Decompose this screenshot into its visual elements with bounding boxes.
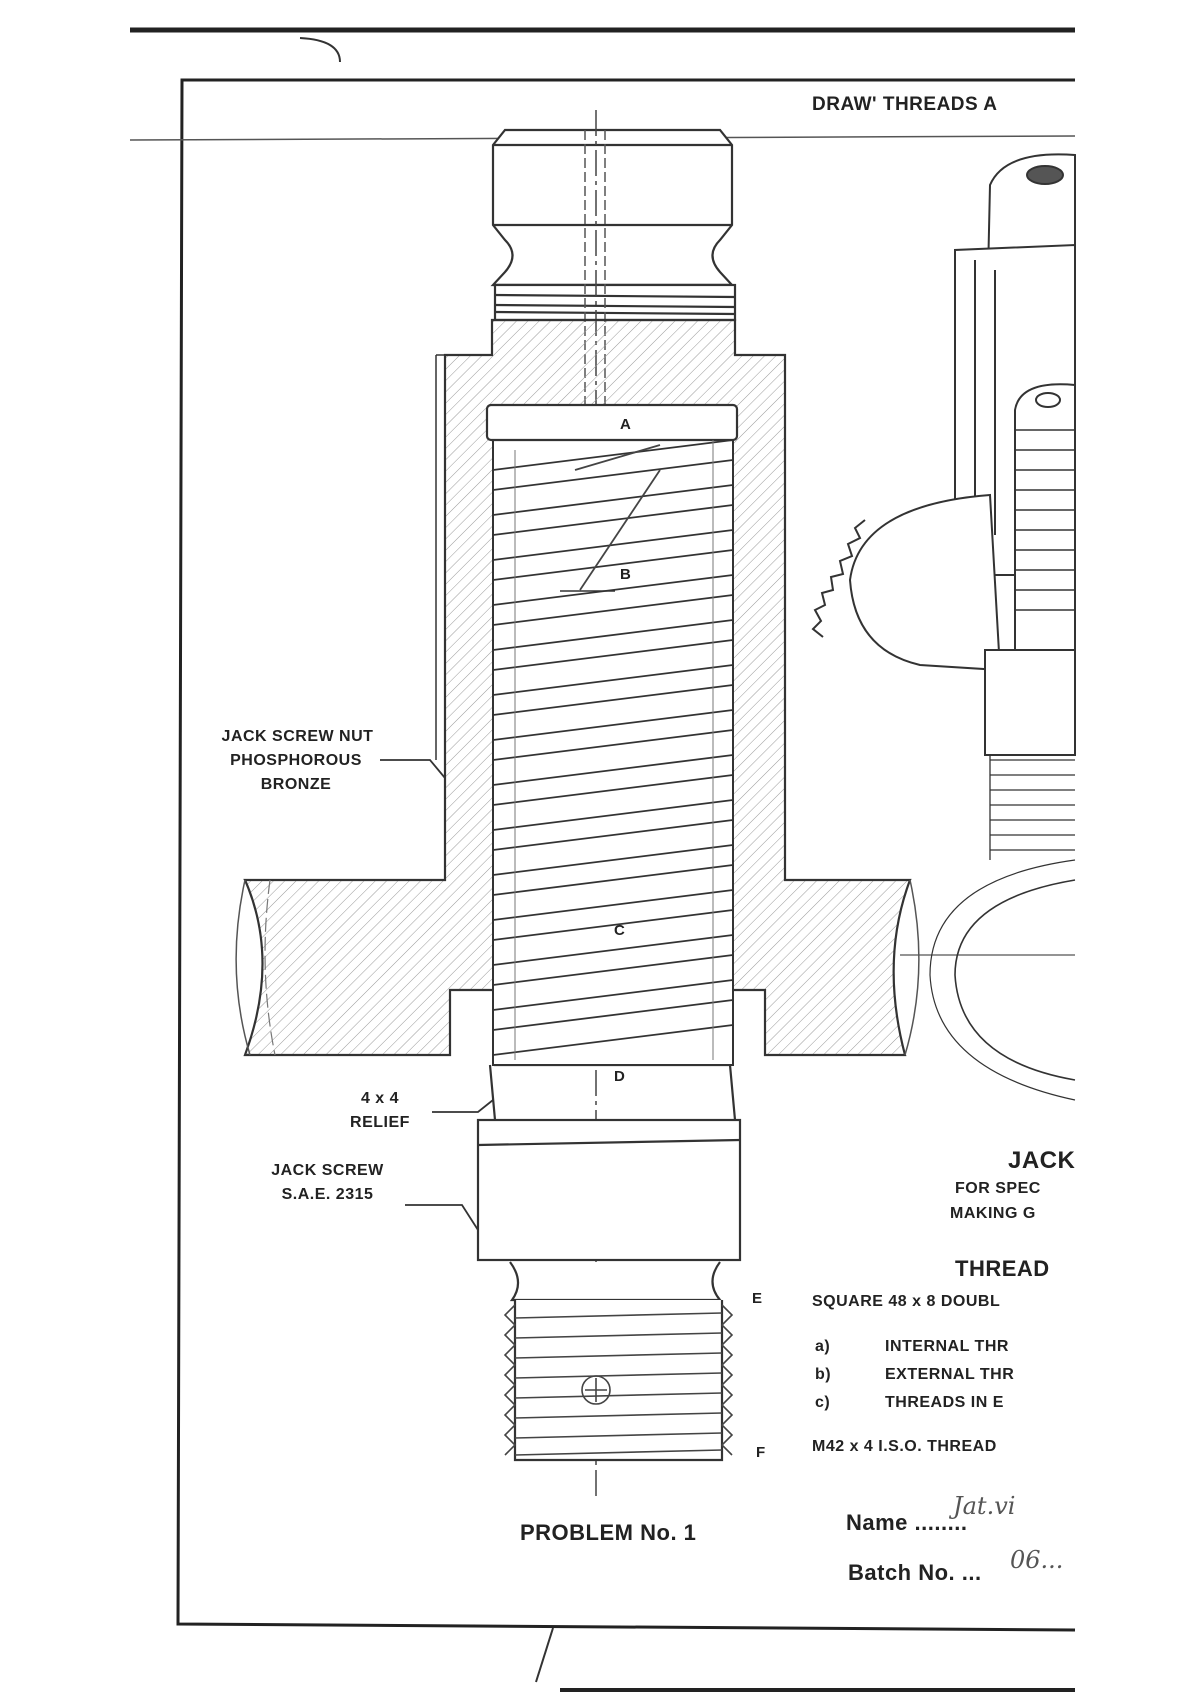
thread-item-c-key: c) bbox=[815, 1394, 831, 1411]
point-d: D bbox=[614, 1068, 625, 1085]
thread-item-b-key: b) bbox=[815, 1366, 832, 1383]
batch-handwritten: 06... bbox=[1010, 1546, 1064, 1574]
jack-screw-label-line2: S.A.E. 2315 bbox=[281, 1186, 374, 1203]
name-handwritten: Jat.vi bbox=[953, 1492, 1016, 1520]
screw-head bbox=[493, 130, 735, 320]
jack-screw bbox=[478, 1065, 740, 1460]
nut-label-line1: JACK SCREW NUT bbox=[221, 728, 374, 745]
threads-heading: THREAD bbox=[955, 1256, 1050, 1281]
point-e: E bbox=[752, 1290, 763, 1307]
name-label: Name ........ bbox=[846, 1510, 968, 1535]
thread-item-c-text: THREADS IN E bbox=[885, 1394, 1004, 1411]
relief-label-line2: RELIEF bbox=[350, 1114, 410, 1131]
nut-label-line2: PHOSPHOROUS bbox=[230, 752, 362, 769]
jack-screw-nut bbox=[236, 320, 1075, 1065]
thread-item-b-text: EXTERNAL THR bbox=[885, 1366, 1015, 1383]
pen-stroke-bottom bbox=[536, 1628, 553, 1682]
jack-screw-label-line1: JACK SCREW bbox=[271, 1162, 384, 1179]
point-a: A bbox=[620, 416, 631, 433]
problem-number: PROBLEM No. 1 bbox=[520, 1520, 697, 1545]
sheet-title: DRAW' THREADS A bbox=[812, 94, 998, 115]
batch-label: Batch No. ... bbox=[848, 1560, 982, 1585]
thread-item-a-key: a) bbox=[815, 1338, 831, 1355]
point-f: F bbox=[756, 1444, 766, 1461]
right-title-line1: JACK bbox=[1008, 1147, 1076, 1174]
threads-spec: SQUARE 48 x 8 DOUBL bbox=[812, 1293, 1001, 1310]
right-title-line3: MAKING G bbox=[950, 1205, 1036, 1222]
point-b: B bbox=[620, 566, 631, 583]
nut-label-line3: BRONZE bbox=[260, 776, 332, 793]
point-c: C bbox=[614, 922, 625, 939]
thread-item-a-text: INTERNAL THR bbox=[885, 1338, 1009, 1355]
relief-label-line1: 4 x 4 bbox=[360, 1090, 400, 1107]
iso-thread-spec: M42 x 4 I.S.O. THREAD bbox=[812, 1438, 997, 1455]
right-title-line2: FOR SPEC bbox=[955, 1180, 1041, 1197]
pen-stroke-top bbox=[300, 38, 340, 62]
